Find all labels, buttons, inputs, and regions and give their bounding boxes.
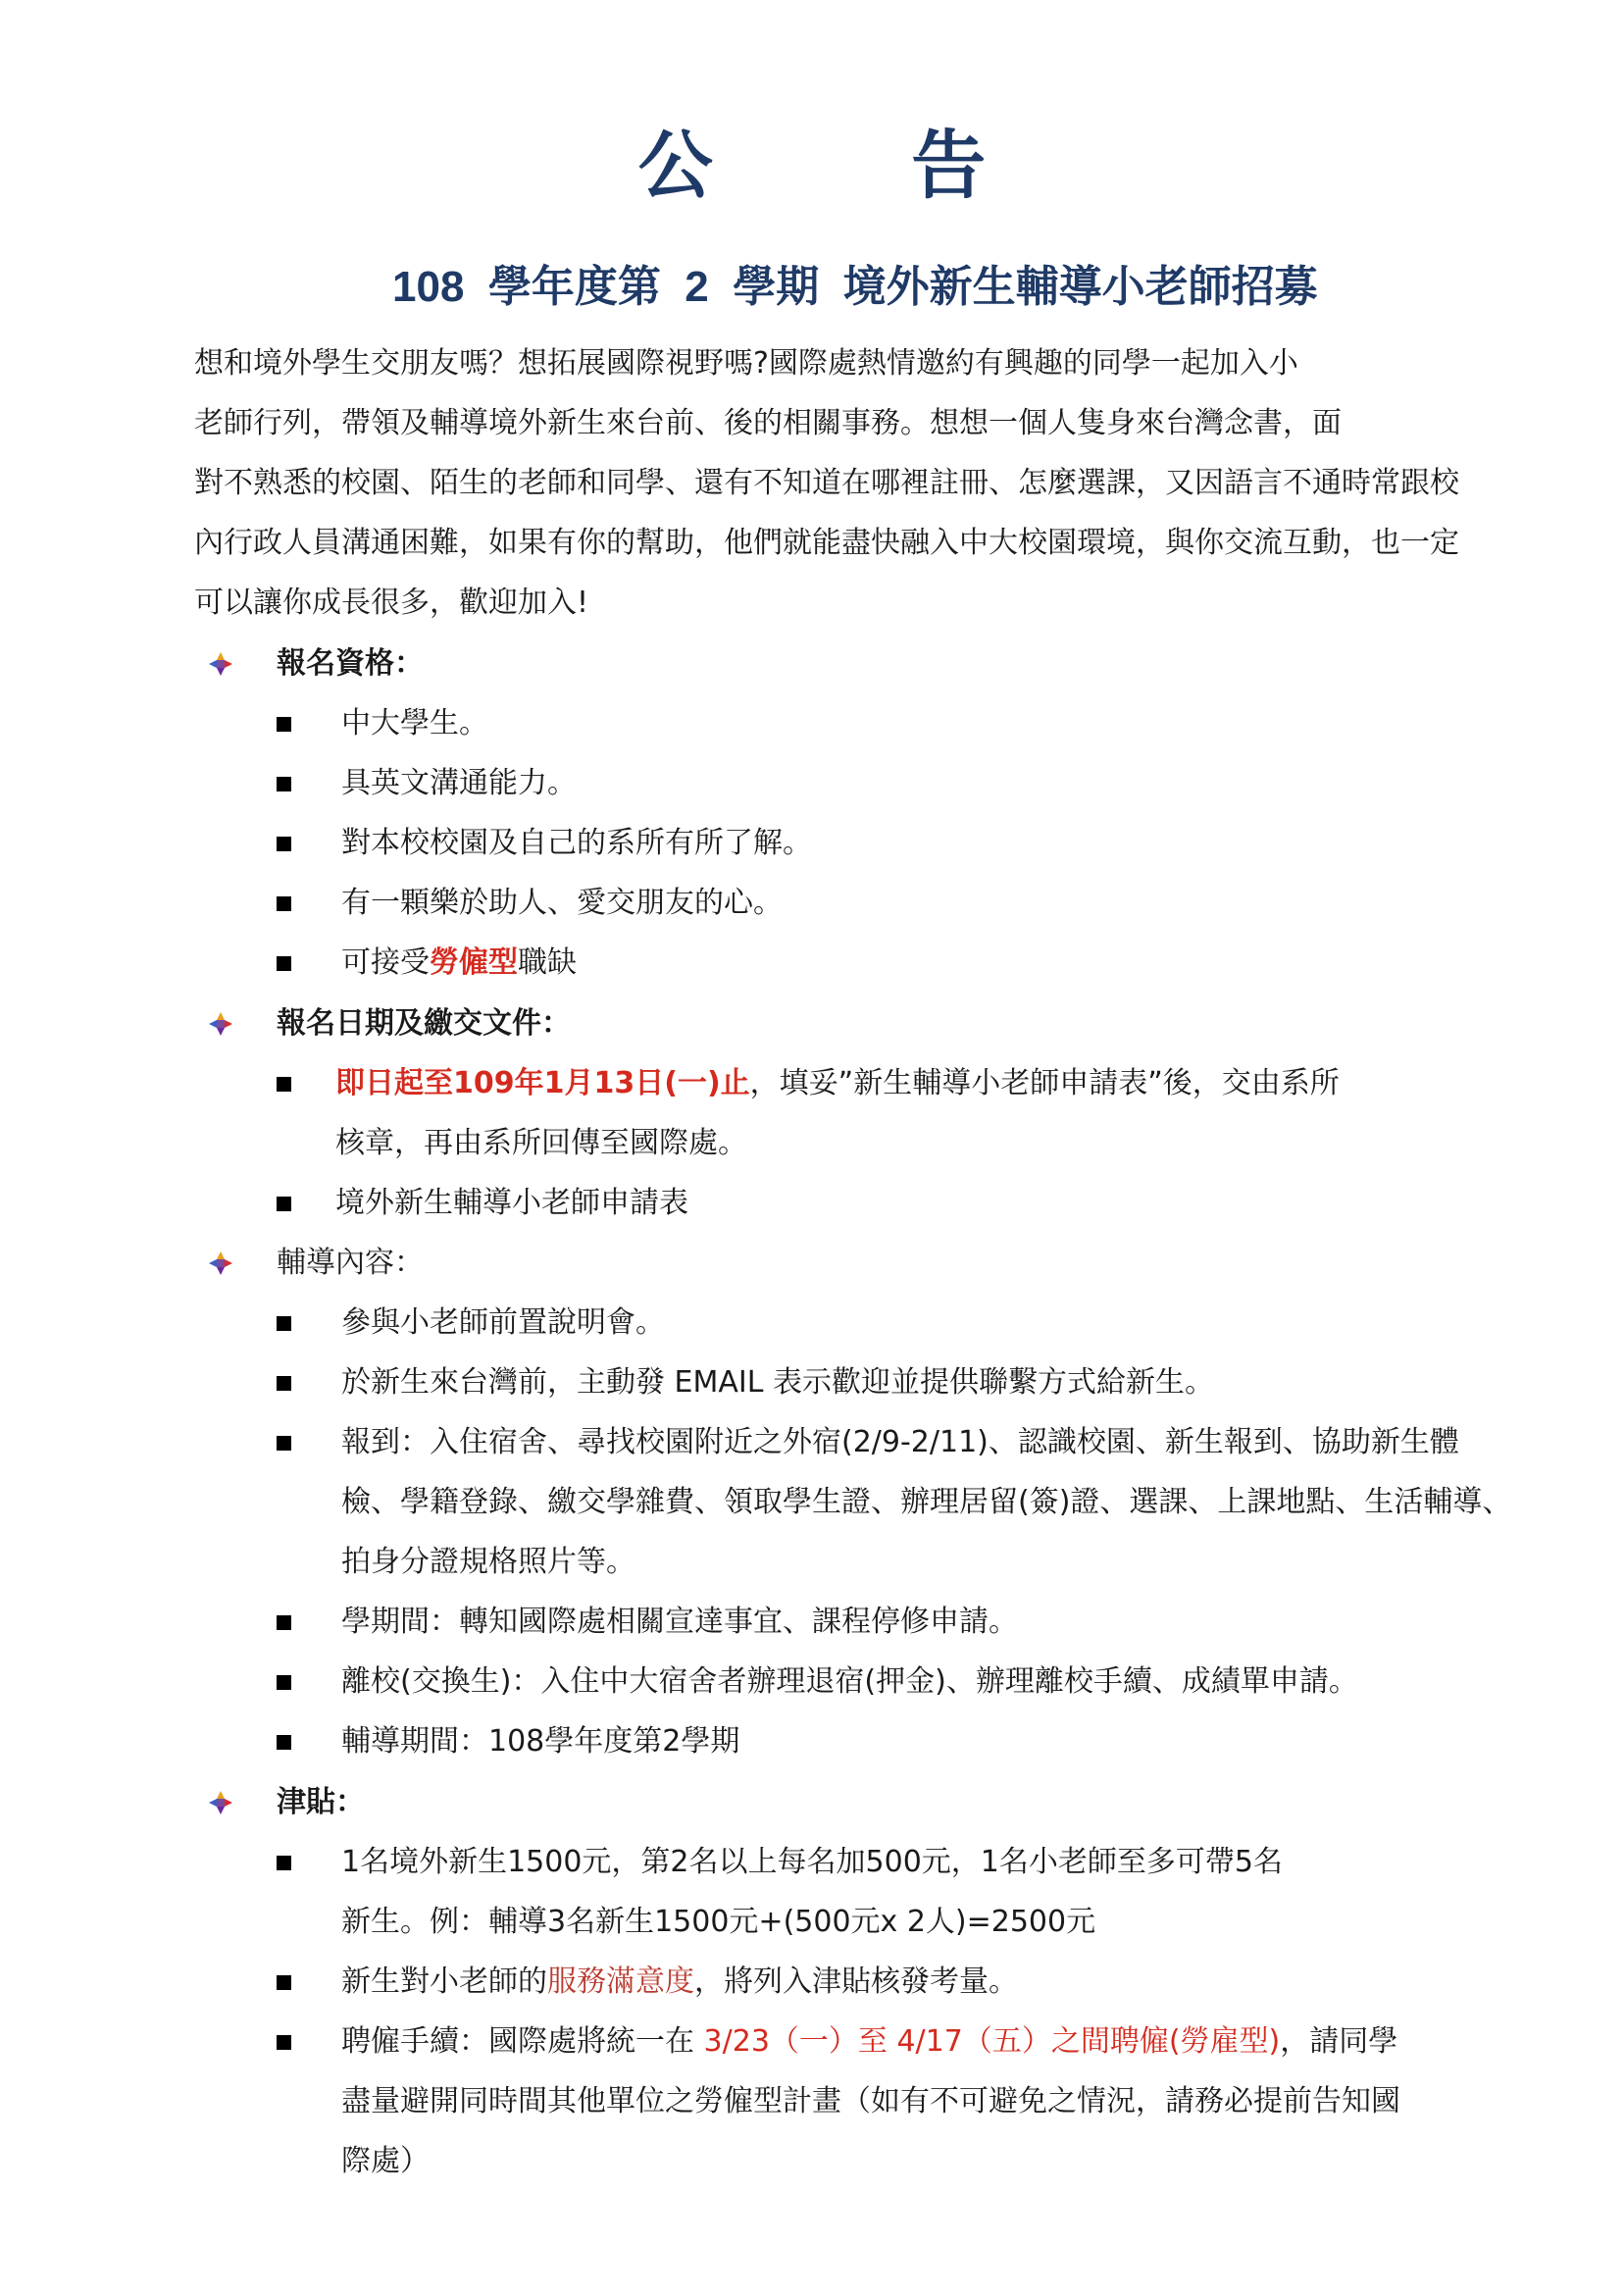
square-bullet-icon bbox=[277, 2035, 291, 2050]
square-bullet-icon bbox=[277, 1675, 291, 1690]
arrow-bullet-icon bbox=[206, 1009, 235, 1039]
page-subtitle: 108 學年度第 2 學期 境外新生輔導小老師招募 bbox=[392, 263, 1318, 311]
list-item: 於新生來台灣前，主動發 EMAIL 表示歡迎並提供聯繫方式給新生。 bbox=[206, 1352, 1511, 1412]
section-heading-label: 輔導內容： bbox=[277, 1246, 424, 1280]
square-bullet-icon bbox=[277, 717, 291, 732]
list-item bbox=[206, 1173, 747, 1233]
list-item: 輔導期間：108學年度第2學期 bbox=[206, 1711, 1511, 1771]
deadline-text: 即日起至109年1月13日(一)止 bbox=[335, 1066, 750, 1100]
section-heading bbox=[206, 994, 747, 1053]
intro-paragraph bbox=[194, 333, 1479, 633]
section-heading-label: 報名資格： bbox=[277, 646, 424, 681]
square-bullet-icon bbox=[277, 1197, 291, 1211]
intro-line: 老師行列，帶領及輔導境外新生來台前、後的相關事務。想想一個人隻身來台灣念書，面 bbox=[194, 406, 1342, 440]
arrow-bullet-icon bbox=[206, 1249, 235, 1278]
intro-line: 內行政人員溝通困難，如果有你的幫助，他們就能盡快融入中大校園環境，與你交流互動，也一定 bbox=[194, 526, 1459, 560]
list-item: 聘僱手續：國際處將統一在 3/23（一）至 4/17（五）之間聘僱(勞雇型)，請同學 bbox=[206, 2012, 1400, 2071]
arrow-bullet-icon bbox=[206, 649, 235, 679]
section-allowance bbox=[206, 1772, 1400, 2191]
application-form-text: 境外新生輔導小老師申請表 bbox=[335, 1186, 688, 1220]
arrow-bullet-icon bbox=[206, 1788, 235, 1817]
list-item: 報到：入住宿舍、尋找校園附近之外宿(2/9-2/11)、認識校園、新生報到、協助新生體 bbox=[206, 1412, 1511, 1472]
square-bullet-icon bbox=[277, 1436, 291, 1451]
square-bullet-icon bbox=[277, 1316, 291, 1331]
square-bullet-icon bbox=[277, 1077, 291, 1092]
section-heading bbox=[206, 1772, 1400, 1832]
list-item-continuation: 新生。例：輔導3名新生1500元+(500元x 2人)=2500元 bbox=[341, 1905, 1096, 1939]
section-heading-label: 津貼： bbox=[277, 1785, 365, 1819]
intro-line: 可以讓你成長很多，歡迎加入! bbox=[194, 586, 589, 620]
square-bullet-icon bbox=[277, 1615, 291, 1630]
list-item: 離校(交換生)：入住中大宿舍者辦理退宿(押金)、辦理離校手續、成績單申請。 bbox=[206, 1652, 1511, 1711]
list-item: 即日起至109年1月13日(一)止，填妥”新生輔導小老師申請表”後，交由系所 bbox=[206, 1053, 747, 1113]
square-bullet-icon bbox=[277, 1376, 291, 1391]
intro-line: 對不熟悉的校園、陌生的老師和同學、還有不知道在哪裡註冊、怎麼選課，又因語言不通時常跟校 bbox=[194, 466, 1459, 500]
square-bullet-icon bbox=[277, 777, 291, 791]
section-heading bbox=[206, 1233, 1511, 1293]
square-bullet-icon bbox=[277, 1735, 291, 1750]
square-bullet-icon bbox=[277, 1856, 291, 1870]
highlight-text: 勞僱型 bbox=[430, 945, 518, 980]
square-bullet-icon bbox=[277, 896, 291, 911]
page-title: 公 告 bbox=[637, 122, 1073, 209]
list-item: 1名境外新生1500元，第2名以上每名加500元，1名小老師至多可帶5名 bbox=[206, 1832, 1400, 1892]
list-item-continuation: 核章，再由系所回傳至國際處。 bbox=[335, 1126, 747, 1160]
section-content bbox=[206, 1233, 1511, 1771]
square-bullet-icon bbox=[277, 837, 291, 851]
list-item-continuation: 拍身分證規格照片等。 bbox=[341, 1545, 635, 1579]
list-item: 參與小老師前置說明會。 bbox=[206, 1293, 1511, 1352]
hiring-period-text: 3/23（一）至 4/17（五）之間聘僱(勞雇型) bbox=[703, 2024, 1281, 2059]
list-item: 新生對小老師的服務滿意度，將列入津貼核發考量。 bbox=[206, 1952, 1400, 2012]
list-item-continuation: 盡量避開同時間其他單位之勞僱型計畫（如有不可避免之情況，請務必提前告知國 bbox=[341, 2084, 1400, 2118]
section-heading-label: 報名日期及繳交文件： bbox=[277, 1006, 571, 1041]
square-bullet-icon bbox=[277, 1975, 291, 1990]
intro-line: 想和境外學生交朋友嗎？想拓展國際視野嗎?國際處熱情邀約有興趣的同學一起加入小 bbox=[194, 346, 1298, 381]
square-bullet-icon bbox=[277, 956, 291, 971]
list-item-continuation: 際處） bbox=[341, 2144, 430, 2178]
list-item-continuation: 檢、學籍登錄、繳交學雜費、領取學生證、辦理居留(簽)證、選課、上課地點、生活輔導、 bbox=[341, 1485, 1512, 1519]
highlight-text: 服務滿意度 bbox=[547, 1964, 694, 1999]
list-item: 學期間：轉知國際處相關宣達事宜、課程停修申請。 bbox=[206, 1592, 1511, 1652]
section-dates bbox=[206, 994, 1340, 1233]
